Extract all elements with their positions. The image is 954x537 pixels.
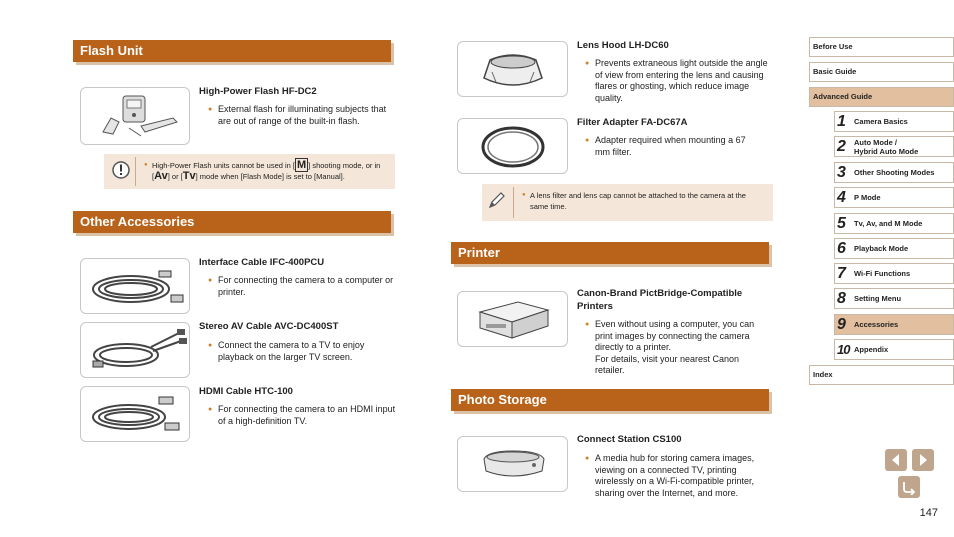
interface-cable-image — [80, 258, 190, 314]
filter-note-text: ● A lens filter and lens cap cannot be attached to the camera at the same time. — [522, 190, 765, 212]
arrow-right-icon — [915, 452, 931, 468]
flash-item-title: High-Power Flash HF-DC2 — [199, 86, 317, 97]
chapter-9[interactable]: 9 Accessories — [834, 314, 954, 335]
page-number: 147 — [919, 507, 938, 519]
storage-title: Connect Station CS100 — [577, 434, 682, 445]
filter-adapter-image — [457, 118, 568, 174]
chapter-7[interactable]: 7 Wi-Fi Functions — [834, 263, 954, 284]
item-title-2: HDMI Cable HTC-100 — [199, 386, 293, 397]
return-icon — [901, 479, 917, 495]
connect-station-image — [457, 436, 568, 492]
tv-mode-icon: Tv — [182, 170, 196, 182]
storage-desc: ● A media hub for storing camera images, viewing on a connected TV, printing wirelessly on a Wi-Fi-compatible printer, sharing over the Internet, and more. — [585, 453, 771, 499]
prev-page-button[interactable] — [885, 449, 907, 471]
lens-hood-title: Lens Hood LH-DC60 — [577, 40, 669, 51]
item-desc-0: ● For connecting the camera to a computer or printer. — [208, 275, 396, 298]
lens-hood-desc: ● Prevents extraneous light outside the angle of view from entering the lens and causing flares or ghosting, which reduce image quality. — [585, 58, 771, 104]
chapter-10[interactable]: 10 Appendix — [834, 339, 954, 360]
item-desc-2: ● For connecting the camera to an HDMI input of a high-definition TV. — [208, 404, 396, 427]
nav-advanced-guide[interactable]: Advanced Guide — [809, 87, 954, 107]
arrow-left-icon — [888, 452, 904, 468]
other-accessories-header: Other Accessories — [73, 211, 391, 233]
nav-basic-guide[interactable]: Basic Guide — [809, 62, 954, 82]
m-mode-icon: M — [297, 159, 307, 171]
nav-index[interactable]: Index — [809, 365, 954, 385]
chapter-6[interactable]: 6 Playback Mode — [834, 238, 954, 259]
chapter-1[interactable]: 1 Camera Basics — [834, 111, 954, 132]
flash-item-desc: ● External flash for illuminating subjects that are out of range of the built-in flash. — [208, 104, 396, 127]
next-page-button[interactable] — [912, 449, 934, 471]
chapter-5[interactable]: 5 Tv, Av, and M Mode — [834, 213, 954, 234]
chapter-2[interactable]: 2 Auto Mode / Hybrid Auto Mode — [834, 136, 954, 157]
item-desc-1: ● Connect the camera to a TV to enjoy playback on the larger TV screen. — [208, 340, 396, 363]
hdmi-cable-image — [80, 386, 190, 442]
warning-icon — [111, 160, 131, 180]
flash-unit-header: Flash Unit — [73, 40, 391, 62]
printer-title: Canon-Brand PictBridge-Compatible Printers — [577, 288, 743, 312]
chapter-8[interactable]: 8 Setting Menu — [834, 288, 954, 309]
filter-desc: ● Adapter required when mounting a 67 mm filter. — [585, 135, 755, 158]
photo-storage-header: Photo Storage — [451, 389, 769, 411]
printer-header: Printer — [451, 242, 769, 264]
flash-unit-image — [80, 87, 190, 145]
item-title-1: Stereo AV Cable AVC-DC400ST — [199, 321, 339, 332]
printer-image — [457, 291, 568, 347]
pencil-icon — [487, 190, 507, 210]
chapter-3[interactable]: 3 Other Shooting Modes — [834, 162, 954, 183]
printer-desc: ● Even without using a computer, you can print images by connecting the camera directly to a printer. For details, visit your nearest Canon retailer. — [585, 319, 771, 377]
return-button[interactable] — [898, 476, 920, 498]
chapter-4[interactable]: 4 P Mode — [834, 187, 954, 208]
lens-hood-image — [457, 41, 568, 97]
filter-title: Filter Adapter FA-DC67A — [577, 117, 688, 128]
flash-note — [104, 154, 395, 189]
filter-note — [482, 184, 773, 221]
av-cable-image — [80, 322, 190, 378]
av-mode-icon: Av — [154, 170, 168, 182]
nav-before-use[interactable]: Before Use — [809, 37, 954, 57]
flash-note-text: ● High-Power Flash units cannot be used in [ M ] shooting mode, or in [Av] or [Tv] mode when [Flash Mode] is set to [Manual]. — [144, 160, 387, 182]
item-title-0: Interface Cable IFC-400PCU — [199, 257, 325, 268]
